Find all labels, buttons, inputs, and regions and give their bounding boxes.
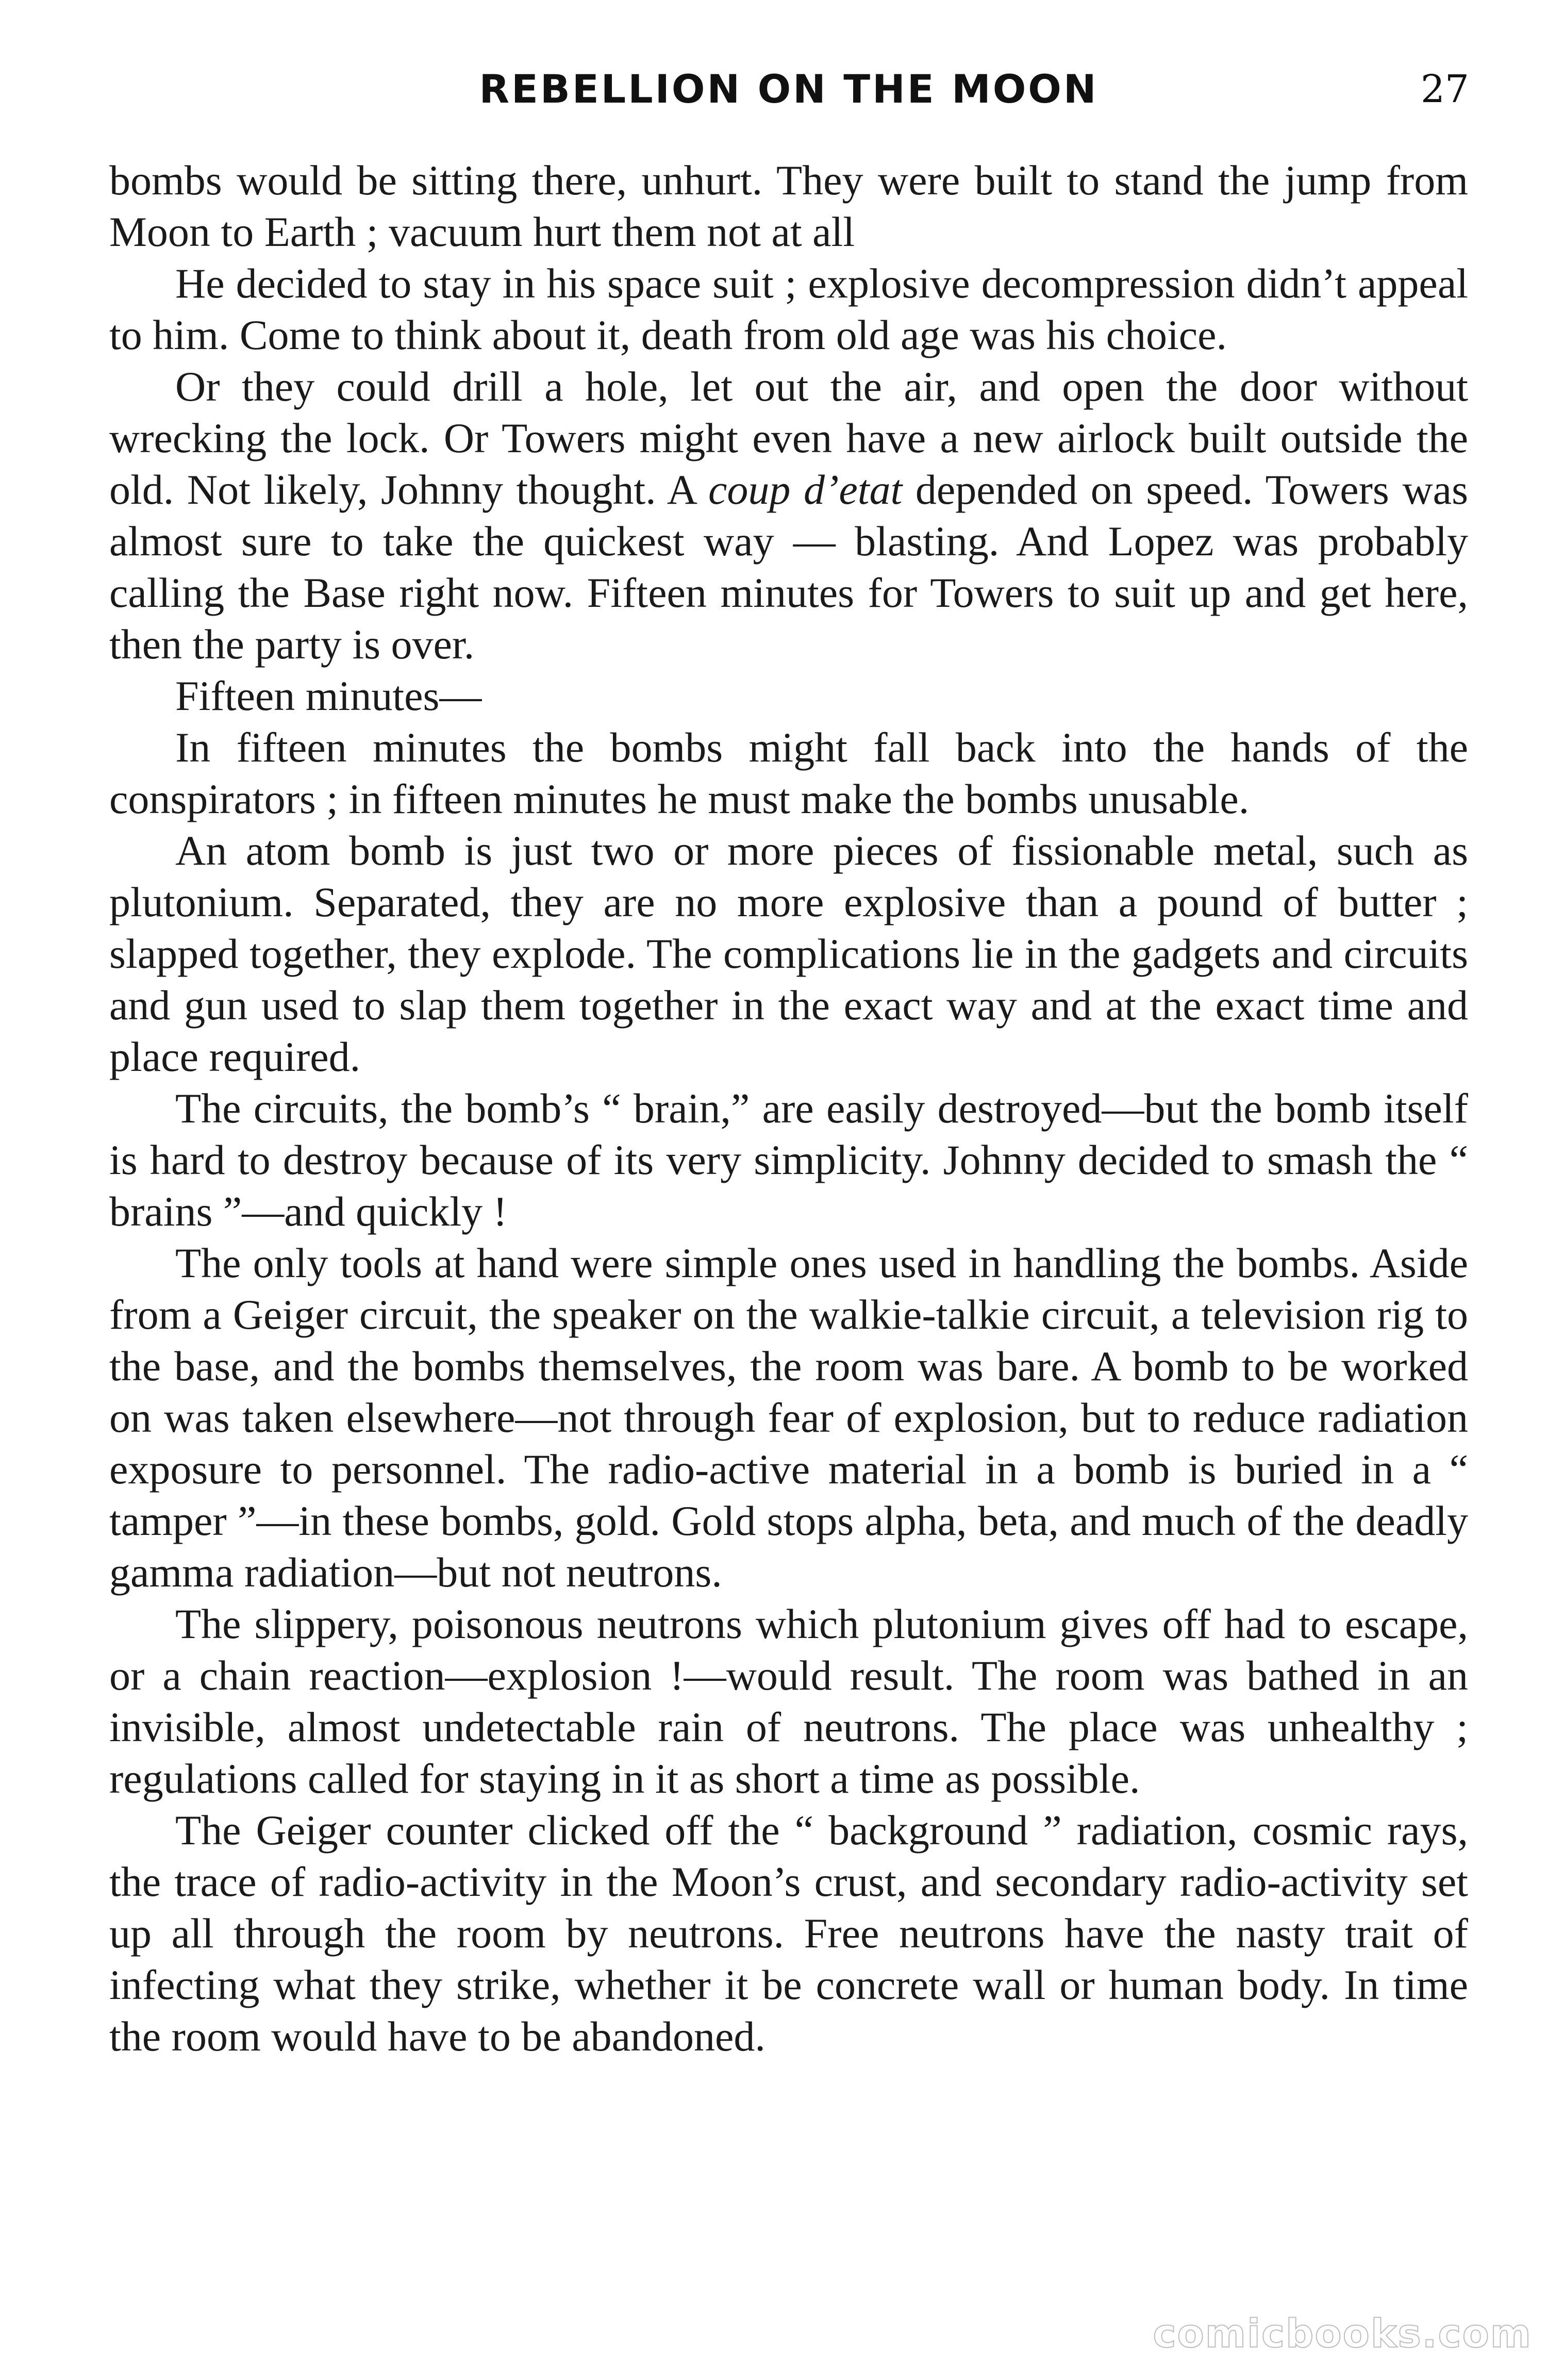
paragraph: The Geiger counter clicked off the “ background ” radiation, cosmic rays, the trace of radio-activity in the Moon’s crust, and secondary radio-activity set up all through the room by neutrons. Free neutrons have the nasty trait of infecting what they strike, whether it be concrete wall or human body. In time the room would have to be abandoned. (109, 1807, 1468, 2060)
paragraph: In fifteen minutes the bombs might fall back into the hands of the conspirators ; in fifteen minutes he must make the bombs unusable. (109, 724, 1468, 822)
paragraph-text: Or they could drill a hole, let out the air, and open the door without wrecking the lock. Or Towers might even have a new airlock built outside the old. Not likely, Johnny thought. A (109, 363, 1468, 513)
paragraph (109, 361, 1468, 670)
paragraph: Fifteen minutes— (175, 672, 482, 719)
paragraph: He decided to stay in his space suit ; explosive decompression didn’t appeal to him. Come to think about it, death from old age was his choice. (109, 260, 1468, 358)
italic-phrase: coup d’etat (708, 466, 903, 513)
running-head (108, 61, 1469, 118)
paragraph-continued: bombs would be sitting there, unhurt. They were built to stand the jump from Moon to Earth ; vacuum hurt them not at all (109, 157, 1468, 255)
paragraph: An atom bomb is just two or more pieces of fissionable metal, such as plutonium. Separated, they are no more explosive than a pound of butter ; slapped together, they explode. The complications lie in the gadgets and circuits and gun used to slap them together in the exact way and at the exact time and place required. (109, 827, 1468, 1080)
running-title: REBELLION ON THE MOON (479, 66, 1099, 112)
watermark: comicbooks.com (1153, 2310, 1532, 2356)
paragraph: The only tools at hand were simple ones used in handling the bombs. Aside from a Geiger circuit, the speaker on the walkie-talkie circuit, a television rig to the base, and the bombs themselves, the room was bare. A bomb to be worked on was taken elsewhere—not through fear of explosion, but to reduce radiation exposure to personnel. The radio-active material in a bomb is buried in a “ tamper ”—in these bombs, gold. Gold stops alpha, beta, and much of the deadly gamma radiation—but not neutrons. (109, 1239, 1468, 1596)
paragraph-text: depended on speed. Towers was almost sure to take the quickest way — blasting. And Lopez was probably calling the Base right now. Fifteen minutes for Towers to suit up and get here, then the party is over. (109, 466, 1468, 668)
page-number: 27 (1420, 67, 1469, 111)
paragraph: The slippery, poisonous neutrons which plutonium gives off had to escape, or a chain reaction—explosion !—would result. The room was bathed in an invisible, almost undetectable rain of neutrons. The place was unhealthy ; regulations called for staying in it as short a time as possible. (109, 1600, 1468, 1802)
paragraph: The circuits, the bomb’s “ brain,” are easily destroyed—but the bomb itself is hard to destroy because of its very simplicity. Johnny decided to smash the “ brains ”—and quickly ! (109, 1085, 1468, 1235)
body-text (109, 155, 1468, 2062)
